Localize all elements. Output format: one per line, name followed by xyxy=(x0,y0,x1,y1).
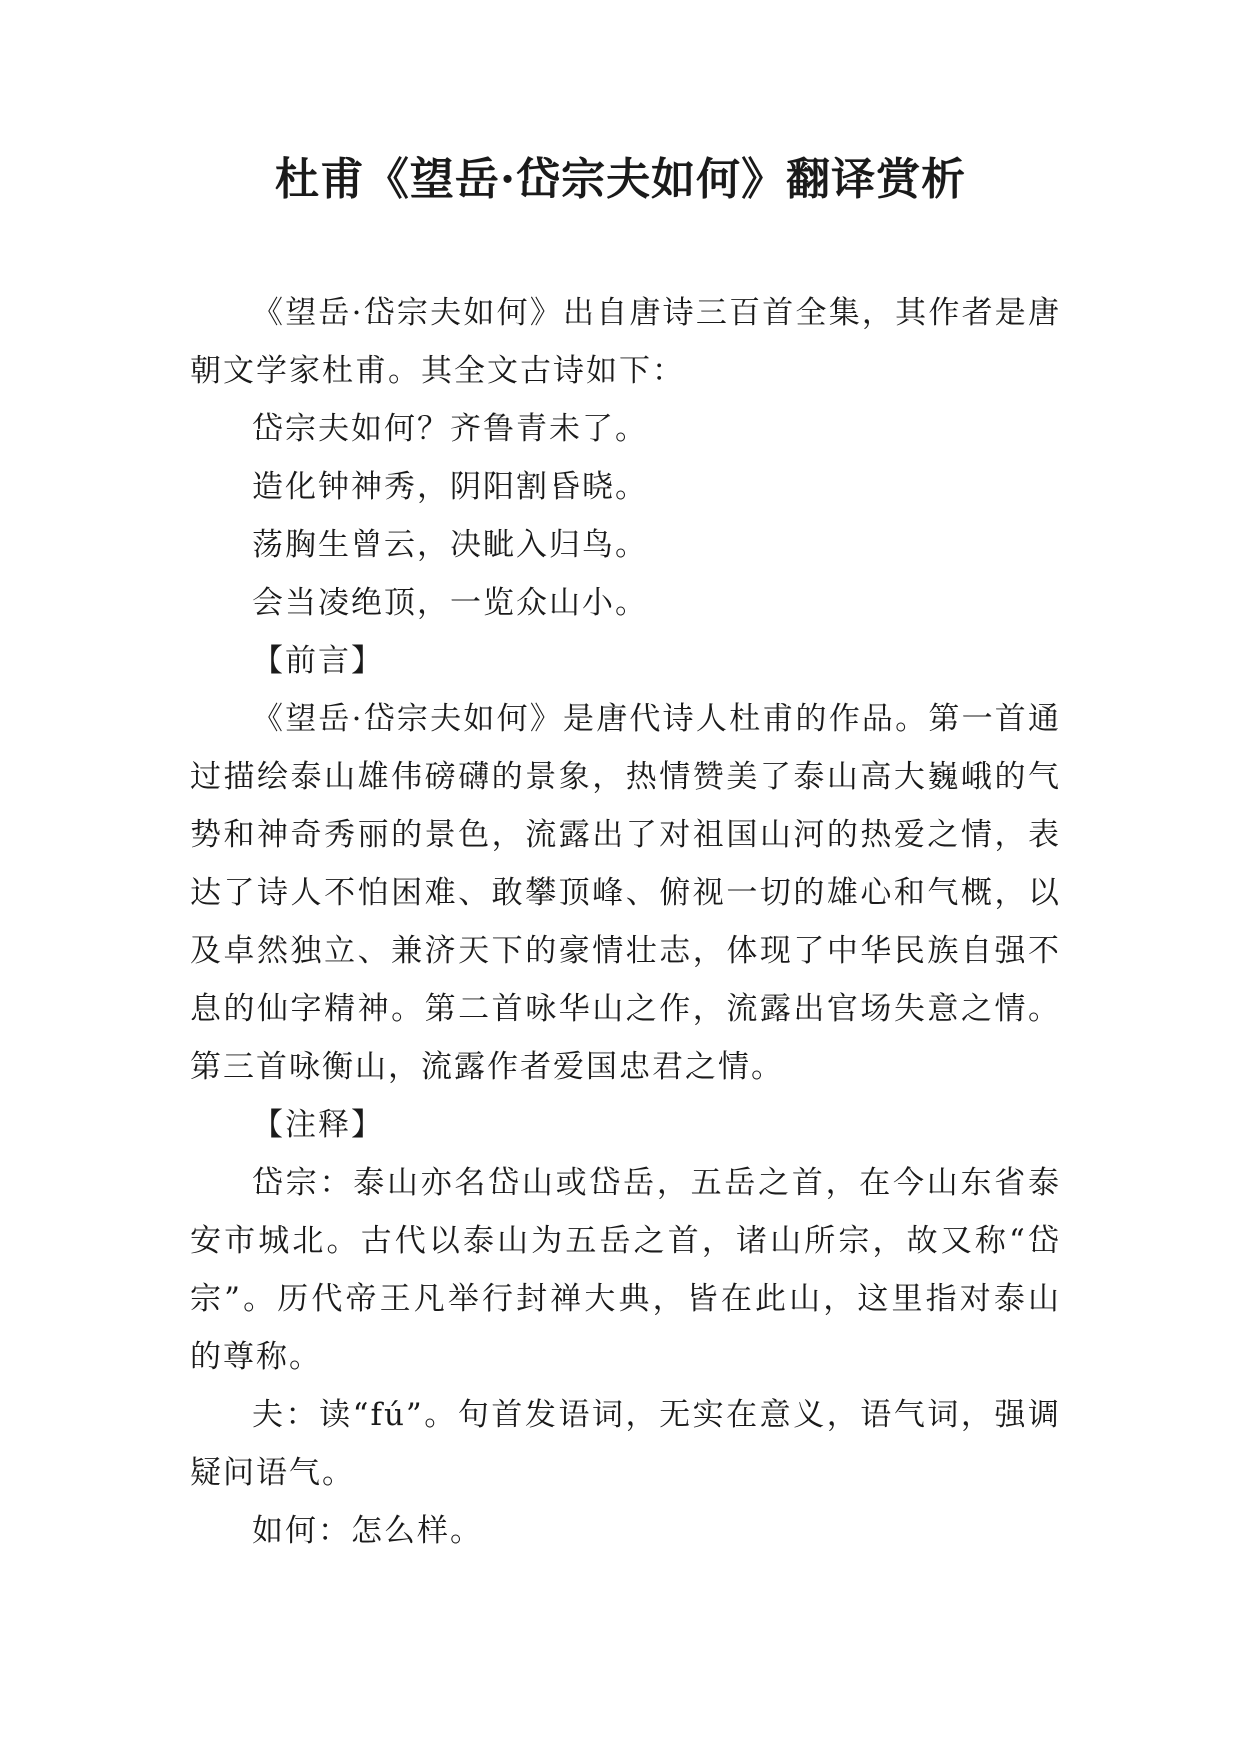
document-title: 杜甫《望岳·岱宗夫如何》翻译赏析 xyxy=(274,154,967,205)
section-heading-notes: 【注释】 xyxy=(252,1107,384,1143)
section-heading-preface: 【前言】 xyxy=(252,643,384,679)
note-daizong: 岱宗：泰山亦名岱山或岱岳，五岳之首，在今山东省泰安市城北。古代以泰山为五岳之首，诸山所宗，故又称“岱宗”。历代帝王凡举行封禅大典，皆在此山，这里指对泰山的尊称。 xyxy=(190,1165,1061,1375)
poem-line-4: 会当凌绝顶，一览众山小。 xyxy=(252,585,648,621)
paragraph-preface: 《望岳·岱宗夫如何》是唐代诗人杜甫的作品。第一首通过描绘泰山雄伟磅礴的景象，热情赞美了泰山高大巍峨的气势和神奇秀丽的景色，流露出了对祖国山河的热爱之情，表达了诗人不怕困难、敢攀顶峰、俯视一切的雄心和气概，以及卓然独立、兼济天下的豪情壮志，体现了中华民族自强不息的仙字精神。第二首咏华山之作，流露出官场失意之情。第三首咏衡山，流露作者爱国忠君之情。 xyxy=(190,701,1061,1085)
note-ruhe: 如何：怎么样。 xyxy=(252,1513,483,1549)
note-fu: 夫：读“fú”。句首发语词，无实在意义，语气词，强调疑问语气。 xyxy=(190,1397,1061,1491)
paragraph-intro: 《望岳·岱宗夫如何》出自唐诗三百首全集，其作者是唐朝文学家杜甫。其全文古诗如下： xyxy=(190,295,1061,389)
document-body xyxy=(190,284,1061,1560)
poem-line-1: 岱宗夫如何？齐鲁青未了。 xyxy=(252,411,648,447)
poem-line-2: 造化钟神秀，阴阳割昏晓。 xyxy=(252,469,648,505)
poem-line-3: 荡胸生曾云，决眦入归鸟。 xyxy=(252,527,648,563)
